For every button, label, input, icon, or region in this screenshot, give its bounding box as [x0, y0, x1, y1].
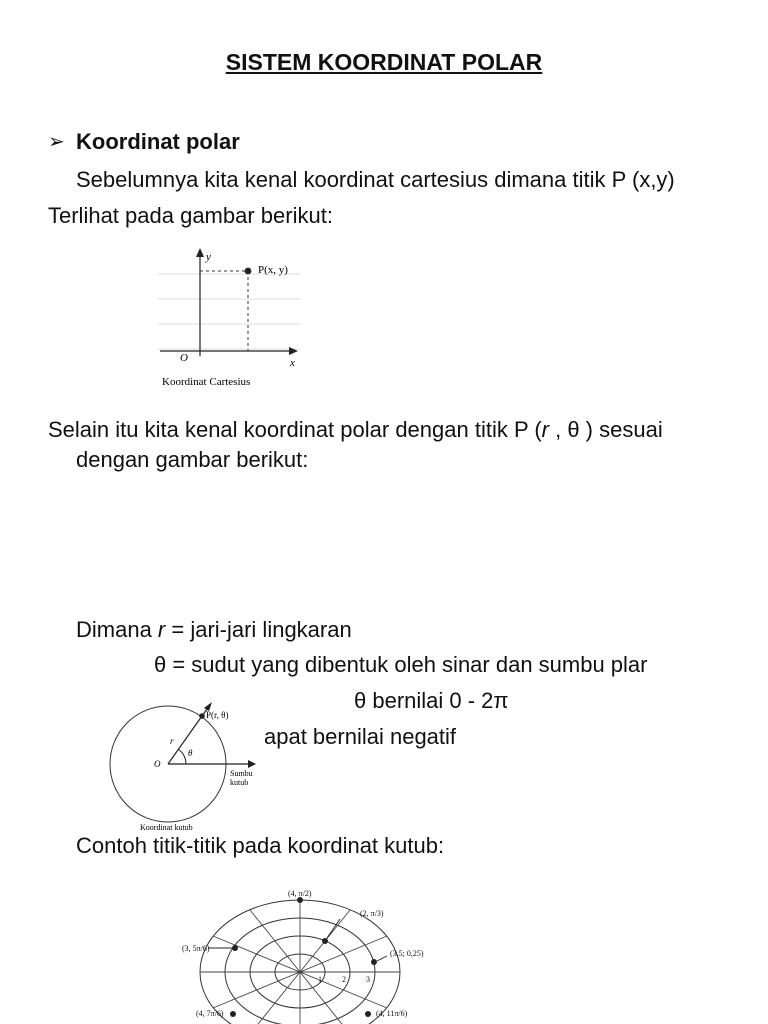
point-top-right: [322, 938, 328, 944]
polar-text-r: r: [541, 417, 549, 442]
label-left: (3, 5π/6): [182, 944, 210, 953]
theta-label: θ: [188, 748, 193, 758]
definition-r-b: = jari-jari lingkaran: [165, 617, 352, 642]
x-axis-label: x: [290, 357, 295, 369]
point-bottom-right: [365, 1011, 371, 1017]
definition-r-var: r: [157, 617, 166, 642]
definition-r-a: Dimana: [76, 617, 158, 642]
axis-label-line1: Sumbu: [230, 769, 253, 778]
polar-examples-figure: [180, 886, 442, 1024]
definition-theta: θ = sudut yang dibentuk oleh sinar dan sumbu plar: [154, 652, 648, 677]
point-p-label: P(x, y): [258, 264, 288, 276]
point-left: [232, 945, 238, 951]
example-intro: Contoh titik-titik pada koordinat kutub:: [76, 833, 445, 858]
polar-text-a: Selain itu kita kenal koordinat polar dengan titik P (: [48, 417, 542, 442]
cartesian-figure: [150, 244, 310, 392]
ring-label-3: 3: [366, 975, 370, 984]
section-heading: Koordinat polar: [76, 129, 240, 154]
r-label: r: [170, 736, 174, 746]
figure-caption: Koordinat kutub: [140, 823, 193, 832]
point-p-marker: [245, 268, 252, 275]
polar-figure: [102, 690, 264, 834]
label-right: (3,5; 0,25): [390, 949, 424, 958]
definition-r: [76, 616, 352, 644]
polar-point-label: P(r, θ): [206, 710, 229, 720]
origin-label: O: [154, 759, 161, 769]
label-bottom-left: (4, 7π/6): [196, 1009, 224, 1018]
page-title: SISTEM KOORDINAT POLAR: [225, 49, 543, 75]
polar-text-b: , θ ) sesuai: [549, 417, 663, 442]
bullet-arrow-icon: ➢: [48, 131, 65, 153]
origin-label: O: [180, 352, 188, 364]
label-bottom-right: (4, 11π/6): [376, 1009, 408, 1018]
ring-label-1: 1: [318, 975, 322, 984]
paragraph-polar-line1: [48, 416, 663, 444]
label-top-right: (2, π/3): [360, 909, 384, 918]
point-p-marker: [199, 713, 205, 719]
paragraph-cartesian-line2: Terlihat pada gambar berikut:: [48, 203, 333, 228]
label-top: (4, π/2): [288, 889, 312, 898]
point-bottom-left: [230, 1011, 236, 1017]
definition-theta-range: θ bernilai 0 - 2π: [354, 688, 509, 713]
axis-label-line2: kutub: [230, 778, 249, 787]
paragraph-polar-line2: dengan gambar berikut:: [76, 447, 309, 472]
y-axis-label: y: [206, 251, 211, 263]
point-right: [371, 959, 377, 965]
definition-negative: apat bernilai negatif: [264, 724, 457, 749]
ring-label-2: 2: [342, 975, 346, 984]
figure-caption: Koordinat Cartesius: [162, 376, 251, 388]
paragraph-cartesian-line1: Sebelumnya kita kenal koordinat cartesius dimana titik P (x,y): [76, 167, 675, 192]
